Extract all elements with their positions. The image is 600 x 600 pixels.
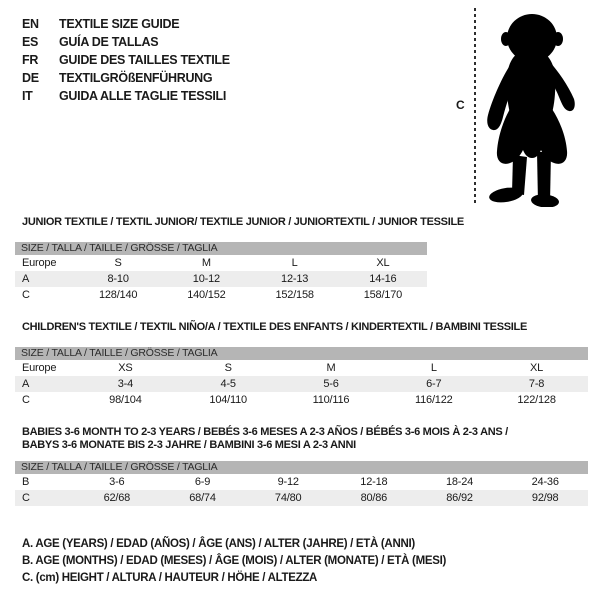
junior-table-title: JUNIOR TEXTILE / TEXTIL JUNIOR/ TEXTILE JUNIOR / JUNIORTEXTIL / JUNIOR TESSILE [22, 216, 464, 228]
table-row-height [15, 392, 588, 408]
table-cell: 116/122 [415, 394, 453, 406]
lang-row-es [22, 33, 230, 51]
table-cell: 62/68 [103, 492, 131, 504]
table-cell: 152/158 [275, 289, 314, 301]
table-cell: 7-8 [528, 378, 545, 390]
lang-title: TEXTILGRÖßENFÜHRUNG [59, 71, 213, 85]
table-cell: 68/74 [189, 492, 216, 504]
row-label: A [22, 378, 30, 390]
table-cell: 80/86 [360, 492, 388, 504]
babies-table-title-line1: BABIES 3-6 MONTH TO 2-3 YEARS / BEBÉS 3-6 MESES A 2-3 AÑOS / BÉBÉS 3-6 MOIS À 2-3 ANS / [22, 426, 508, 438]
size-header-bar: SIZE / TALLA / TAILLE / GRÖSSE / TAGLIA [15, 242, 427, 255]
lang-title: TEXTILE SIZE GUIDE [59, 17, 180, 31]
table-cell: 122/128 [517, 394, 556, 406]
legend-notes [22, 536, 446, 587]
baby-silhouette-icon [483, 7, 578, 207]
babies-table-title-line2: BABYS 3-6 MONATE BIS 2-3 JAHRE / BAMBINI 3-6 MESI A 2-3 ANNI [22, 439, 356, 451]
size-header-bar: SIZE / TALLA / TAILLE / GRÖSSE / TAGLIA [15, 461, 588, 474]
table-cell: L [430, 362, 437, 374]
table-cell: 14-16 [369, 273, 397, 285]
junior-textile-table [15, 216, 464, 303]
table-cell: 12-13 [281, 273, 309, 285]
table-cell: 3-6 [109, 476, 125, 488]
row-label: Europe [22, 362, 57, 374]
table-row-age-months [15, 474, 588, 490]
table-cell: 6-9 [194, 476, 211, 488]
lang-title: GUIDA ALLE TAGLIE TESSILI [59, 89, 227, 103]
table-cell: 24-36 [531, 476, 559, 488]
table-cell: 92/98 [531, 492, 559, 504]
table-cell: 74/80 [274, 492, 302, 504]
table-cell: 140/152 [187, 289, 226, 301]
lang-row-fr [22, 51, 230, 69]
lang-title: GUÍA DE TALLAS [59, 35, 159, 49]
lang-code: EN [22, 17, 39, 31]
table-row-europe [15, 360, 588, 376]
table-cell: 6-7 [426, 378, 442, 390]
children-textile-table [15, 321, 588, 408]
table-cell: 18-24 [445, 476, 474, 488]
table-row-height [15, 490, 588, 506]
table-row-europe [15, 255, 427, 271]
table-cell: XL [530, 362, 544, 374]
children-table-title: CHILDREN'S TEXTILE / TEXTIL NIÑO/A / TEXTILE DES ENFANTS / KINDERTEXTIL / BAMBINI TESSILE [22, 321, 527, 333]
lang-code: ES [22, 35, 39, 49]
row-label: C [22, 492, 30, 504]
language-title-list [22, 15, 230, 105]
note-a: A. AGE (YEARS) / EDAD (AÑOS) / ÂGE (ANS) / ALTER (JAHRE) / ETÀ (ANNI) [22, 538, 415, 550]
table-cell: XS [118, 362, 133, 374]
table-cell: M [201, 257, 211, 269]
table-cell: L [291, 257, 298, 269]
lang-row-de [22, 69, 230, 87]
table-cell: S [114, 257, 122, 269]
table-cell: 12-18 [360, 476, 388, 488]
row-label: C [22, 394, 30, 406]
lang-title: GUIDE DES TAILLES TEXTILE [59, 53, 230, 67]
note-b: B. AGE (MONTHS) / EDAD (MESES) / ÂGE (MOIS) / ALTER (MONATE) / ETÀ (MESI) [22, 555, 447, 567]
table-cell: S [224, 362, 232, 374]
babies-textile-table [15, 426, 588, 506]
table-cell: 158/170 [363, 289, 403, 301]
table-cell: 104/110 [209, 394, 247, 406]
row-label: Europe [22, 257, 57, 269]
measurement-figure [450, 0, 600, 215]
height-dashed-line [474, 8, 476, 206]
size-header-bar: SIZE / TALLA / TAILLE / GRÖSSE / TAGLIA [15, 347, 588, 360]
table-cell: 3-4 [117, 378, 134, 390]
table-row-height [15, 287, 427, 303]
table-cell: 4-5 [220, 378, 236, 390]
row-label: C [22, 289, 30, 301]
table-cell: M [326, 362, 336, 374]
lang-row-en [22, 15, 230, 33]
table-cell: 5-6 [323, 378, 339, 390]
lang-code: FR [22, 53, 39, 67]
table-cell: 128/140 [98, 289, 138, 301]
table-cell: 10-12 [192, 273, 220, 285]
table-row-age [15, 271, 427, 287]
table-cell: 9-12 [277, 476, 299, 488]
table-cell: 8-10 [107, 273, 129, 285]
lang-code: IT [22, 89, 33, 103]
table-cell: XL [376, 257, 390, 269]
table-cell: 86/92 [446, 492, 473, 504]
table-cell: 110/116 [312, 394, 350, 406]
lang-row-it [22, 87, 230, 105]
lang-code: DE [22, 71, 39, 85]
row-label: B [22, 476, 30, 488]
table-row-age [15, 376, 588, 392]
height-measure-label: C [456, 98, 465, 112]
note-c: C. (cm) HEIGHT / ALTURA / HAUTEUR / HÖHE / ALTEZZA [22, 572, 318, 584]
table-cell: 98/104 [109, 394, 142, 406]
row-label: A [22, 273, 30, 285]
